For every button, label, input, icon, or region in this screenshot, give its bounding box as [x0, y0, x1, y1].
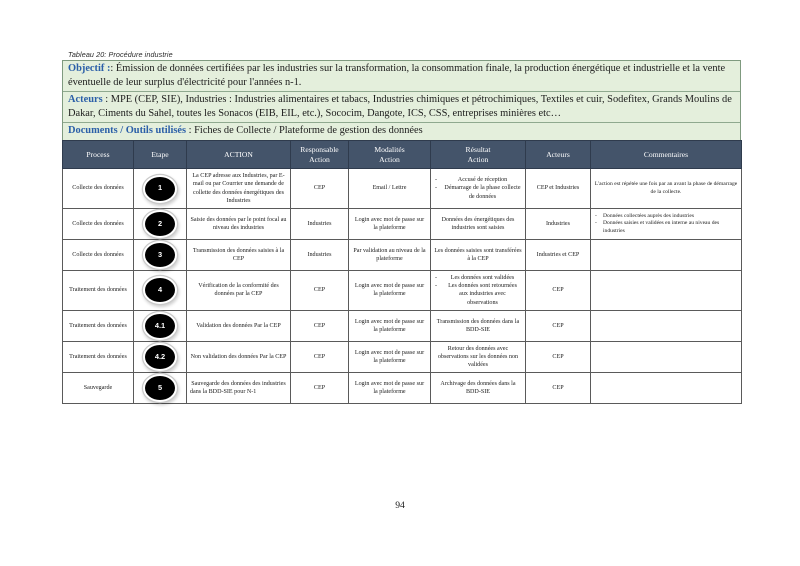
cell-resultat: Données des énergétiques des industries sont saisies: [431, 209, 526, 240]
step-number-badge: 2: [145, 212, 175, 236]
cell-action: Vérification de la conformité des données par la CEP: [187, 271, 291, 311]
col-header-modalites-line2: Action: [379, 154, 400, 164]
cell-responsable: CEP: [291, 373, 349, 404]
col-header-resultat-line2: Action: [467, 154, 489, 164]
table-row: [63, 169, 742, 209]
cell-acteurs: CEP: [526, 310, 591, 341]
step-number-badge: 4: [145, 278, 175, 302]
step-number-badge: 4.2: [145, 345, 175, 369]
cell-action: Transmission des données saisies à la CEP: [187, 240, 291, 271]
cell-action: Validation des données Par la CEP: [187, 310, 291, 341]
step-badge-wrapper: [137, 177, 183, 201]
cell-etape: [134, 373, 187, 404]
cell-modalites: Login avec mot de passe sur la plateforme: [349, 271, 431, 311]
col-header-responsable-line2: Action: [309, 154, 330, 164]
objectif-label: Objectif :: [68, 63, 111, 74]
col-header-etape: Etape: [134, 141, 187, 169]
cell-process: Sauvegarde: [63, 373, 134, 404]
table-row: [63, 271, 742, 311]
documents-label: Documents / Outils utilisés: [68, 125, 187, 137]
cell-modalites: Login avec mot de passe sur la plateforme: [349, 310, 431, 341]
step-badge-wrapper: [137, 314, 183, 338]
cell-resultat: [431, 271, 526, 311]
cell-commentaires: L'action est répétée une fois par an avant la phase de démarrage de la collecte.: [591, 169, 742, 209]
col-header-modalites-line1: Modalités: [374, 145, 405, 154]
cell-etape: [134, 271, 187, 311]
cell-commentaires: [591, 240, 742, 271]
cell-responsable: CEP: [291, 341, 349, 373]
col-header-responsable-line1: Responsable: [300, 145, 339, 154]
col-header-responsable: [291, 141, 349, 169]
cell-responsable: CEP: [291, 271, 349, 311]
cell-process: Traitement des données: [63, 271, 134, 311]
cell-resultat: Retour des données avec observations sur les données non validées: [431, 341, 526, 373]
step-badge-wrapper: [137, 212, 183, 236]
page-number: 94: [395, 500, 405, 511]
col-header-process: Process: [63, 141, 134, 169]
cell-acteurs: CEP: [526, 373, 591, 404]
step-number-badge: 5: [145, 376, 175, 400]
cell-modalites: Login avec mot de passe sur la plateforme: [349, 373, 431, 404]
cell-commentaires: [591, 209, 742, 240]
table-row: [63, 341, 742, 373]
intro-box: [62, 60, 741, 141]
resultat-list-item: - Démarrage de la phase collecte de données: [434, 184, 522, 200]
col-header-modalites: [349, 141, 431, 169]
table-row: [63, 240, 742, 271]
cell-modalites: Login avec mot de passe sur la plateforme: [349, 209, 431, 240]
acteurs-label: Acteurs: [68, 94, 103, 106]
cell-responsable: Industries: [291, 240, 349, 271]
cell-action: Non validation des données Par la CEP: [187, 341, 291, 373]
documents-text: : Fiches de Collecte / Plateforme de gestion des données: [188, 125, 423, 137]
table-row: [63, 310, 742, 341]
step-number-badge: 4.1: [145, 314, 175, 338]
cell-etape: [134, 169, 187, 209]
step-badge-wrapper: [137, 278, 183, 302]
step-badge-wrapper: [137, 345, 183, 369]
cell-process: Collecte des données: [63, 169, 134, 209]
cell-etape: [134, 341, 187, 373]
cell-modalites: Email / Lettre: [349, 169, 431, 209]
cell-etape: [134, 209, 187, 240]
commentaires-list: [594, 213, 738, 236]
cell-resultat: Les données saisies sont transférées à la CEP: [431, 240, 526, 271]
cell-commentaires: [591, 341, 742, 373]
cell-acteurs: CEP et Industries: [526, 169, 591, 209]
cell-action: Saisie des données par le point focal au niveau des industries: [187, 209, 291, 240]
documents-row: [63, 123, 740, 140]
cell-acteurs: CEP: [526, 341, 591, 373]
cell-process: Traitement des données: [63, 310, 134, 341]
col-header-acteurs: Acteurs: [526, 141, 591, 169]
step-number-badge: 3: [145, 243, 175, 267]
cell-modalites: Par validation au niveau de la plateforme: [349, 240, 431, 271]
cell-responsable: Industries: [291, 209, 349, 240]
cell-resultat: [431, 169, 526, 209]
resultat-list-item: - Accusé de réception: [434, 176, 522, 184]
cell-acteurs: CEP: [526, 271, 591, 311]
cell-resultat: Archivage des données dans la BDD-SIE: [431, 373, 526, 404]
cell-commentaires: [591, 310, 742, 341]
step-badge-wrapper: [137, 243, 183, 267]
cell-commentaires: [591, 271, 742, 311]
cell-process: Collecte des données: [63, 209, 134, 240]
table-caption: Tableau 20: Procédure industrie: [68, 50, 173, 59]
cell-commentaires: [591, 373, 742, 404]
col-header-action: ACTION: [187, 141, 291, 169]
cell-acteurs: Industries: [526, 209, 591, 240]
col-header-resultat: [431, 141, 526, 169]
step-badge-wrapper: [137, 376, 183, 400]
table-row: [63, 373, 742, 404]
col-header-resultat-line1: Résultat: [465, 145, 491, 154]
acteurs-row: [63, 92, 740, 123]
cell-process: Collecte des données: [63, 240, 134, 271]
objectif-row: [63, 61, 740, 92]
resultat-list: [434, 176, 522, 201]
col-header-commentaires: Commentaires: [591, 141, 742, 169]
resultat-list-item: - Les données sont validées: [434, 274, 522, 282]
resultat-list: [434, 274, 522, 307]
resultat-list-item: - Les données sont retournées aux industries avec observations: [434, 282, 522, 307]
commentaires-list-item: - Données collectées auprès des industries: [594, 213, 738, 221]
cell-action: La CEP adresse aux Industries, par E-mail ou par Courrier une demande de collette des données énergétiques des Industries: [187, 169, 291, 209]
cell-process: Traitement des données: [63, 341, 134, 373]
cell-responsable: CEP: [291, 169, 349, 209]
cell-acteurs: Industries et CEP: [526, 240, 591, 271]
cell-action: Sauvegarde des données des industries dans la BDD-SIE pour N-1: [187, 373, 291, 404]
acteurs-text: : MPE (CEP, SIE), Industries : Industries alimentaires et tabacs, Industries chimiques et pétrochimiques, Textiles et cuir, Sodefitex, Grands Moulins de Dakar, Ciments du Sahel, toutes les Sonacos (EIB, EIL, etc.), Sococim, Dangote, ICS, CSS, entreprises minières etc…: [68, 94, 732, 119]
procedure-table: [62, 140, 742, 404]
step-number-badge: 1: [145, 177, 175, 201]
objectif-text: : Émission de données certifiées par les industries sur la transformation, la consommation finale, la production énergétique et industrielle et la vente éventuelle de leur surplus d'électricité pour l'années n-1.: [68, 63, 726, 88]
table-body: [63, 169, 742, 404]
commentaires-list-item: - Données saisies et validées en interne au niveau des industries: [594, 220, 738, 235]
table-row: [63, 209, 742, 240]
cell-resultat: Transmission des données dans la BDD-SIE: [431, 310, 526, 341]
cell-modalites: Login avec mot de passe sur la plateforme: [349, 341, 431, 373]
cell-etape: [134, 240, 187, 271]
cell-etape: [134, 310, 187, 341]
cell-responsable: CEP: [291, 310, 349, 341]
table-header-row: [63, 141, 742, 169]
